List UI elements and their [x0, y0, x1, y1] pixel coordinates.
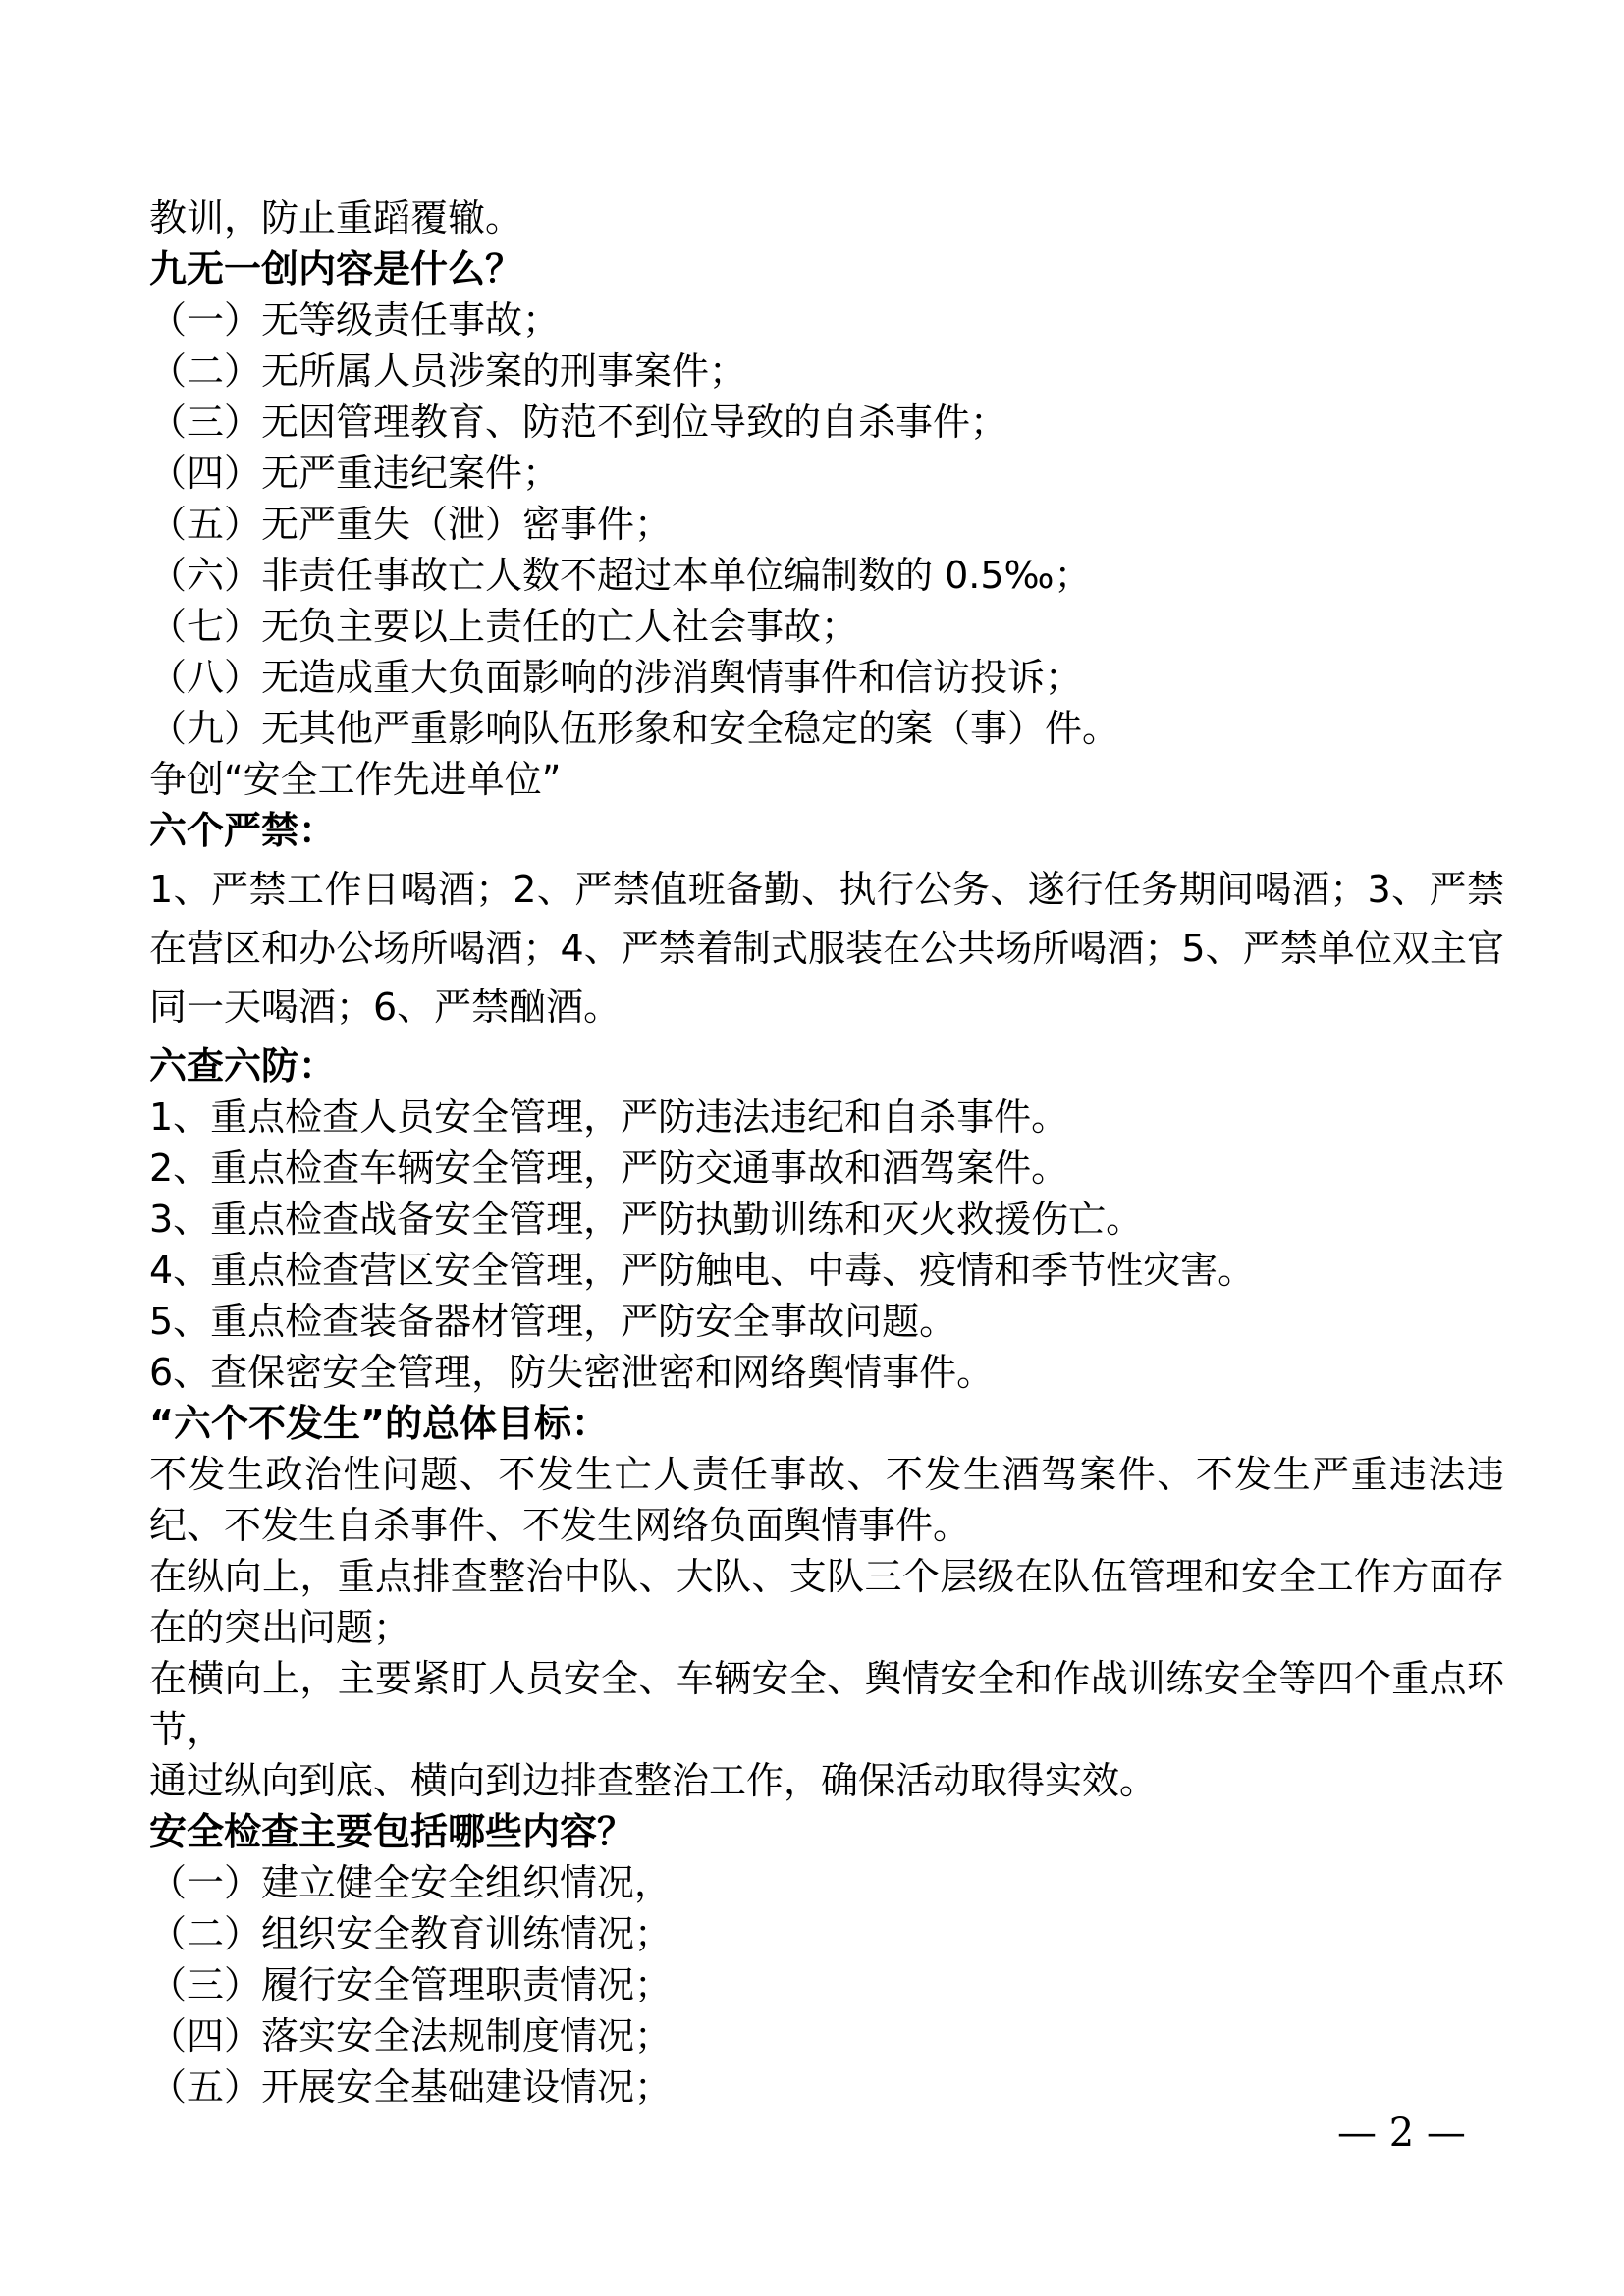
document-body	[149, 192, 1504, 2112]
section-heading: 九无一创内容是什么？	[149, 247, 523, 291]
list-item: （四）落实安全法规制度情况；	[149, 2014, 673, 2057]
section-heading: 六查六防：	[149, 1044, 337, 1088]
text-line: 通过纵向到底、横向到边排查整治工作，确保活动取得实效。	[149, 1759, 1158, 1802]
list-item: （八）无造成重大负面影响的涉消舆情事件和信访投诉；	[149, 656, 1083, 699]
list-item: （一）无等级责任事故；	[149, 298, 561, 342]
list-item: （九）无其他严重影响队伍形象和安全稳定的案（事）件。	[149, 707, 1120, 750]
list-item: 2、重点检查车辆安全管理，严防交通事故和酒驾案件。	[149, 1147, 1069, 1190]
list-item: 6、查保密安全管理，防失密泄密和网络舆情事件。	[149, 1351, 995, 1394]
list-item: （六）非责任事故亡人数不超过本单位编制数的 0.5‰；	[149, 554, 1092, 597]
list-item: （三）无因管理教育、防范不到位导致的自杀事件；	[149, 400, 1008, 444]
section-heading: 安全检查主要包括哪些内容？	[149, 1810, 635, 1853]
text-line: 教训，防止重蹈覆辙。	[149, 196, 523, 240]
page-number: — 2 —	[1337, 2110, 1466, 2156]
list-item: （五）开展安全基础建设情况；	[149, 2065, 673, 2109]
text-line: 争创“安全工作先进单位”	[149, 758, 562, 801]
paragraph: 不发生政治性问题、不发生亡人责任事故、不发生酒驾案件、不发生严重违法违纪、不发生自杀事件、不发生网络负面舆情事件。	[149, 1453, 1504, 1547]
section-heading: 六个严禁：	[149, 809, 337, 852]
list-item: （四）无严重违纪案件；	[149, 452, 561, 495]
list-item: （七）无负主要以上责任的亡人社会事故；	[149, 605, 859, 648]
list-item: （五）无严重失（泄）密事件；	[149, 503, 673, 546]
list-item: 4、重点检查营区安全管理，严防触电、中毒、疫情和季节性灾害。	[149, 1249, 1256, 1292]
list-item: 5、重点检查装备器材管理，严防安全事故问题。	[149, 1300, 957, 1343]
paragraph: 1、严禁工作日喝酒；2、严禁值班备勤、执行公务、遂行任务期间喝酒；3、严禁在营区和办公场所喝酒；4、严禁着制式服装在公共场所喝酒；5、严禁单位双主官同一天喝酒；6、严禁酗酒。	[149, 868, 1504, 1029]
paragraph: 在纵向上，重点排查整治中队、大队、支队三个层级在队伍管理和安全工作方面存在的突出问题；	[149, 1555, 1504, 1649]
paragraph: 在横向上，主要紧盯人员安全、车辆安全、舆情安全和作战训练安全等四个重点环节，	[149, 1657, 1504, 1751]
list-item: （二）组织安全教育训练情况；	[149, 1912, 673, 1955]
section-heading: “六个不发生”的总体目标：	[149, 1402, 609, 1445]
list-item: （二）无所属人员涉案的刑事案件；	[149, 349, 747, 393]
list-item: 3、重点检查战备安全管理，严防执勤训练和灭火救援伤亡。	[149, 1198, 1144, 1241]
list-item: （三）履行安全管理职责情况；	[149, 1963, 673, 2006]
list-item: （一）建立健全安全组织情况，	[149, 1861, 673, 1904]
list-item: 1、重点检查人员安全管理，严防违法违纪和自杀事件。	[149, 1095, 1069, 1139]
